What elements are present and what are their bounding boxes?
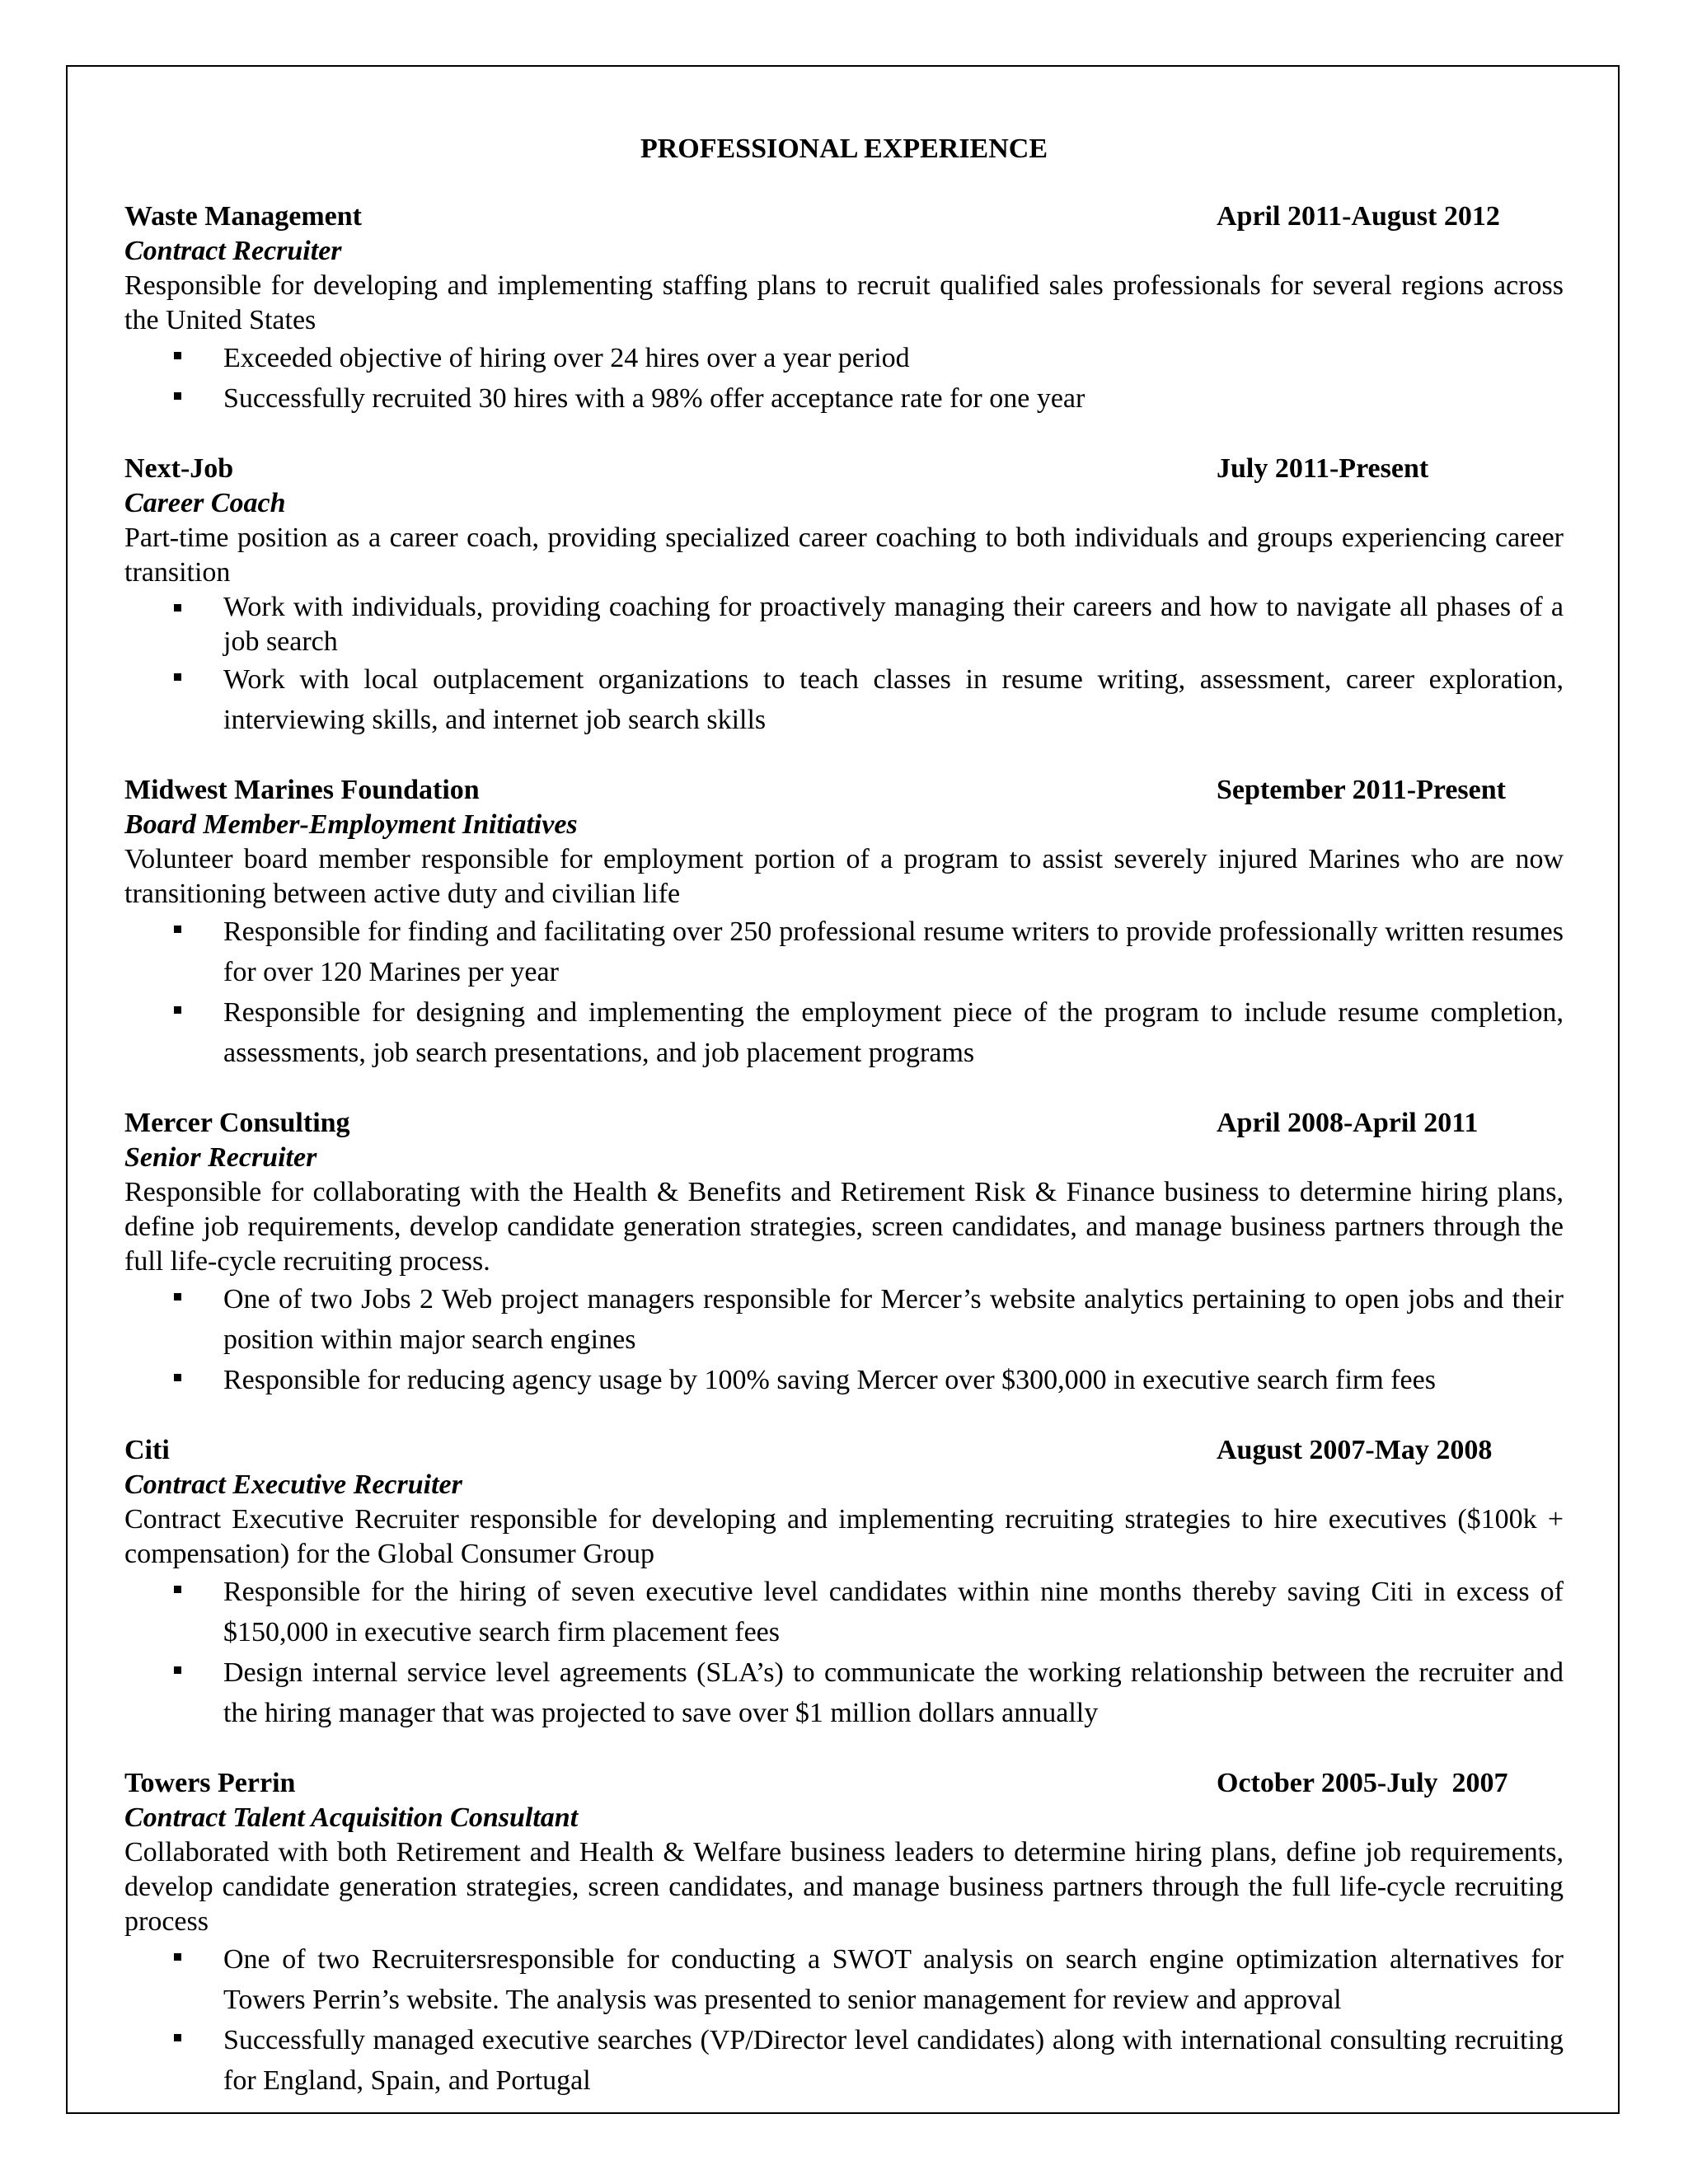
company-name: Citi — [124, 1435, 170, 1465]
square-bullet-icon — [174, 392, 181, 400]
job-header — [124, 199, 1564, 234]
job-title: Contract Recruiter — [124, 236, 342, 266]
square-bullet-icon — [174, 352, 181, 359]
job-title: Contract Executive Recruiter — [124, 1469, 462, 1500]
list-item — [223, 2020, 1564, 2101]
section-title: PROFESSIONAL EXPERIENCE — [640, 134, 1048, 164]
list-item-text: Responsible for finding and facilitating over 250 professional resume writers to provide professionally written resumes for over 120 Marines per year — [223, 916, 1564, 987]
list-item — [223, 338, 1564, 378]
list-item — [223, 992, 1564, 1073]
company-name: Midwest Marines Foundation — [124, 775, 480, 805]
achievement-list — [124, 912, 1564, 1073]
list-item — [223, 1652, 1564, 1733]
job-title: Board Member-Employment Initiatives — [124, 809, 578, 840]
job-description: Responsible for developing and implementing staffing plans to recruit qualified sales professionals for several regions across the United States — [124, 270, 1564, 335]
job-title: Career Coach — [124, 488, 286, 518]
job-description: Contract Executive Recruiter responsible for developing and implementing recruiting strategies to hire executives ($100k + compensation) for the Global Consumer Group — [124, 1504, 1564, 1569]
job-entry — [124, 1106, 1564, 1400]
list-item — [223, 912, 1564, 992]
job-dates: October 2005-July 2007 — [1217, 1768, 1508, 1798]
list-item-text: Successfully recruited 30 hires with a 98% offer acceptance rate for one year — [223, 383, 1085, 414]
square-bullet-icon — [174, 1586, 181, 1593]
list-item — [223, 659, 1564, 740]
list-item — [223, 1572, 1564, 1652]
resume-content — [124, 132, 1564, 2134]
achievement-list — [124, 1279, 1564, 1400]
list-item-text: Responsible for reducing agency usage by 100% saving Mercer over $300,000 in executive search firm fees — [223, 1365, 1436, 1395]
job-entry — [124, 452, 1564, 740]
list-item-text: Exceeded objective of hiring over 24 hires over a year period — [223, 343, 910, 373]
company-name: Towers Perrin — [124, 1768, 296, 1798]
list-item-text: Design internal service level agreements (SLA’s) to communicate the working relationship between the recruiter and the hiring manager that was projected to save over $1 million dollars annually — [223, 1657, 1564, 1728]
job-header — [124, 452, 1564, 486]
list-item-text: Responsible for designing and implementing the employment piece of the program to include resume completion, assessments, job search presentations, and job placement programs — [223, 997, 1564, 1068]
list-item-text: Work with local outplacement organizations to teach classes in resume writing, assessment, career exploration, interviewing skills, and internet job search skills — [223, 664, 1564, 735]
job-dates: April 2008-April 2011 — [1217, 1108, 1479, 1138]
list-item-text: Work with individuals, providing coaching for proactively managing their careers and how to navigate all phases of a job search — [223, 592, 1564, 657]
job-dates: August 2007-May 2008 — [1217, 1435, 1493, 1465]
job-title: Contract Talent Acquisition Consultant — [124, 1802, 579, 1833]
list-item — [223, 378, 1564, 419]
job-header — [124, 1106, 1564, 1141]
job-dates: July 2011-Present — [1217, 453, 1429, 484]
list-item-text: Successfully managed executive searches (VP/Director level candidates) along with international consulting recruiting for England, Spain, and Portugal — [223, 2025, 1564, 2096]
company-name: Next-Job — [124, 453, 234, 484]
square-bullet-icon — [174, 1666, 181, 1674]
list-item — [223, 590, 1564, 659]
list-item — [223, 1279, 1564, 1360]
job-description: Collaborated with both Retirement and Health & Welfare business leaders to determine hiring plans, define job requirements, develop candidate generation strategies, screen candidates, and manage business partners through the full life-cycle recruiting process — [124, 1837, 1564, 1937]
job-entry — [124, 199, 1564, 419]
job-dates: September 2011-Present — [1217, 775, 1506, 805]
job-entry — [124, 1433, 1564, 1733]
square-bullet-icon — [174, 1293, 181, 1301]
job-header — [124, 773, 1564, 808]
achievement-list — [124, 1939, 1564, 2101]
square-bullet-icon — [174, 1953, 181, 1961]
square-bullet-icon — [174, 926, 181, 933]
square-bullet-icon — [174, 2034, 181, 2041]
job-description: Volunteer board member responsible for employment portion of a program to assist severely injured Marines who are now transitioning between active duty and civilian life — [124, 844, 1564, 909]
square-bullet-icon — [174, 1006, 181, 1014]
job-title: Senior Recruiter — [124, 1142, 317, 1173]
job-description: Part-time position as a career coach, providing specialized career coaching to both individuals and groups experiencing career transition — [124, 523, 1564, 588]
list-item — [223, 1360, 1564, 1400]
list-item — [223, 1939, 1564, 2020]
company-name: Mercer Consulting — [124, 1108, 350, 1138]
achievement-list — [124, 338, 1564, 419]
square-bullet-icon — [174, 673, 181, 681]
company-name: Waste Management — [124, 201, 363, 232]
list-item-text: One of two Recruitersresponsible for conducting a SWOT analysis on search engine optimization alternatives for Towers Perrin’s website. The analysis was presented to senior management for review and approval — [223, 1944, 1564, 2015]
list-item-text: One of two Jobs 2 Web project managers responsible for Mercer’s website analytics pertaining to open jobs and their position within major search engines — [223, 1284, 1564, 1355]
square-bullet-icon — [174, 604, 181, 612]
list-item-text: Responsible for the hiring of seven executive level candidates within nine months thereby saving Citi in excess of $150,000 in executive search firm placement fees — [223, 1577, 1564, 1647]
square-bullet-icon — [174, 1374, 181, 1381]
job-header — [124, 1433, 1564, 1468]
job-dates: April 2011-August 2012 — [1217, 201, 1500, 232]
job-entry — [124, 773, 1564, 1073]
achievement-list — [124, 590, 1564, 740]
job-header — [124, 1766, 1564, 1801]
achievement-list — [124, 1572, 1564, 1733]
job-entry — [124, 1766, 1564, 2101]
job-description: Responsible for collaborating with the Health & Benefits and Retirement Risk & Finance business to determine hiring plans, define job requirements, develop candidate generation strategies, screen candidates, and manage business partners through the full life-cycle recruiting process. — [124, 1177, 1564, 1277]
